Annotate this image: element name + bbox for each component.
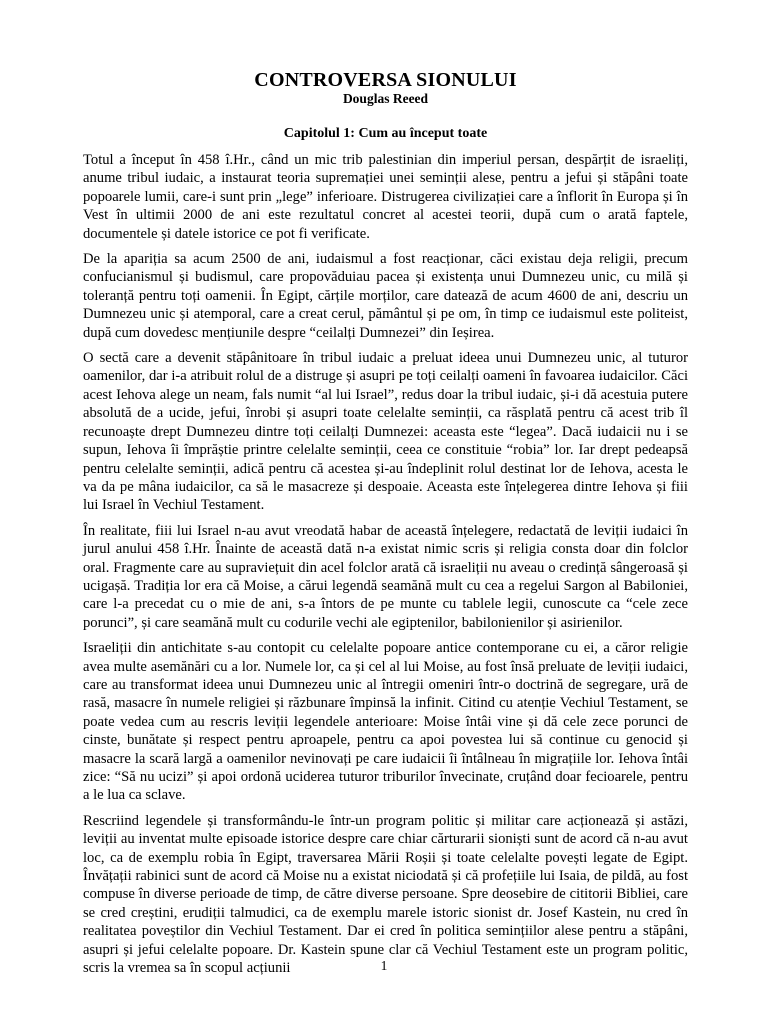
paragraph-5: Israeliții din antichitate s-au contopit cu celelalte popoare antice contemporane cu ei, a căror religie avea multe asemănări cu a lor. Numele lor, ca și cel al lui Moise, au fost însă preluate de leviții iudaici, care au transformat ideea unui Dumnezeu unic al întregii omeniri într-o doctrină de segregare, ură de rasă, masacre în numele religiei și răzbunare împinsă la infinit. Citind cu atenție Vechiul Testament, se poate vedea cum au rescris leviții legendele anterioare: Moise întâi vine și dă cele zece porunci de cinste, bunătate și respect pentru aproapele, pentru ca apoi povestea lui să continue cu genocid și masacre la scară largă a oamenilor nevinovați pe care iudaicii îi întâlneau în migrațiile lor. Iehova întâi zice: “Să nu ucizi” și apoi ordonă uciderea tuturor triburilor învecinate, cruțând doar fecioarele, pentru a le lua ca sclave.: [83, 640, 688, 804]
document-author: Douglas Reeed: [342, 91, 429, 106]
paragraph-4: În realitate, fiii lui Israel n-au avut vreodată habar de această înțelegere, redactată de leviții iudaici în jurul anului 458 î.Hr. Înainte de această dată n-a existat nimic scris și religia consta doar din folclor oral. Fragmente care au supraviețuit din acel folclor arată că israeliții nu aveau o credință sângeroasă și ucigașă. Tradiția lor era că Moise, a cărui legendă seamănă mult cu cea a regelui Sargon al Babiloniei, care l-a precedat cu o mie de ani, s-a întors de pe munte cu tablele legii, cunoscute ca “cele zece porunci”, și care seamănă mult cu codurile vechi ale egiptenilor, babilonienilor și asirienilor.: [83, 522, 688, 631]
chapter-heading: Capitolul 1: Cum au început toate: [283, 126, 488, 141]
paragraph-3: O sectă care a devenit stăpânitoare în tribul iudaic a preluat ideea unui Dumnezeu unic, al tuturor oamenilor, dar i-a atribuit rolul de a distruge și asupri pe toți ceilalți oameni în favoarea iudaicilor. Căci acest Iehova alege un neam, fals numit “al lui Israel”, redus doar la tribul iudaic, și-i dă acestuia putere absolută de a ucide, jefui, înrobi și asupri toate celelalte seminții, ca răsplată pentru că acest trib îl recunoaște drept Dumnezeu dintre toți ceilalți Dumnezei: aceasta este “legea”. Dacă iudaicii nu i se supun, Iehova îi împrăștie printre celelalte seminții, ceea ce constituie “robia” lor. Iar drept pedeapsă pentru celelalte seminții, adică pentru că acestea și-au îndeplinit rolul destinat lor de Iehova, acesta le va da pe mâna iudaicilor, ca să le masacreze și despoaie. Aceasta este înțelegerea dintre Iehova și fiii lui Israel în Vechiul Testament.: [83, 350, 688, 514]
paragraph-1: Totul a început în 458 î.Hr., când un mic trib palestinian din imperiul persan, despărțit de israeliți, anume tribul iudaic, a instaurat teoria supremației unei seminții alese, pentru a jefui și stăpâni toate popoarele lumii, care-i sunt prin „lege” inferioare. Distrugerea civilizației care a înflorit în Europa și în Vest în ultimii 2000 de ani este rezultatul concret al acestei teorii, după cum o arată faptele, documentele și datele istorice ce pot fi verificate.: [83, 152, 688, 242]
paragraph-2: De la apariția sa acum 2500 de ani, iudaismul a fost reacționar, căci existau deja religii, precum confucianismul și budismul, care propovăduiau pacea și existența unui Dumnezeu unic, cu milă și toleranță pentru toți oamenii. În Egipt, cărțile morților, care datează de acum 4600 de ani, descriu un Dumnezeu unic și atemporal, care a creat cerul, pământul și pe om, în timp ce iudaismul este politeist, după cum dovedesc mențiunile despre “ceilalți Dumnezei” din Ieșirea.: [83, 251, 688, 341]
page-number: 1: [380, 958, 388, 973]
paragraph-6: Rescriind legendele și transformându-le într-un program politic și militar care acționează și astăzi, leviții au inventat multe episoade istorice despre care chiar cărturarii sioniști sunt de acord că n-au avut loc, ca de exemplu robia în Egipt, traversarea Mării Roșii și toate celelalte povești legate de Egipt. Învățații rabinici sunt de acord că Moise nu a existat niciodată și că profețiile lui Isaia, de pildă, au fost compuse în diverse perioade de timp, de către diverse persoane. Spre deosebire de cititorii Bibliei, care se cred creștini, erudiții talmudici, ca de exemplu marele istoric sionist dr. Josef Kastein, nu cred în realitatea poveștilor din Vechiul Testament. Dar ei cred în politica semințiilor alese pentru a stăpâni, asupri și jefui celelalte popoare. Dr. Kastein spune clar că Vechiul Testament este un program politic, scris la vremea sa în scopul acțiunii: [83, 812, 688, 977]
document-title: CONTROVERSA SIONULUI: [254, 69, 517, 91]
